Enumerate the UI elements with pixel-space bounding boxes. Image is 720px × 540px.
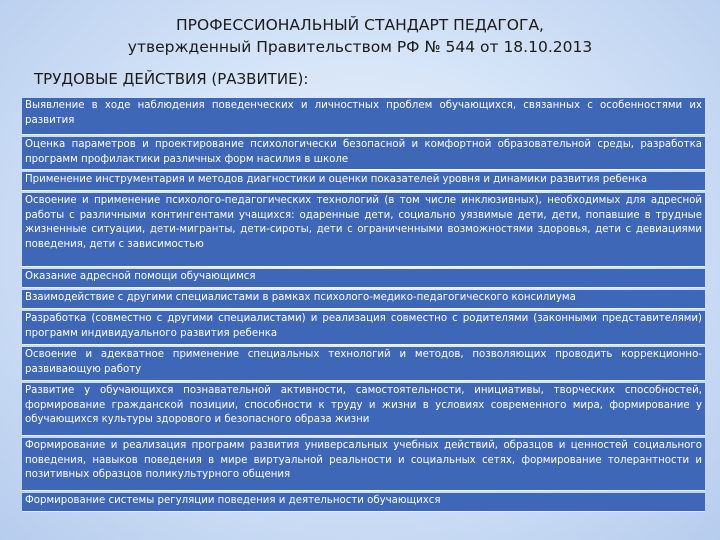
title-line-1: ПРОФЕССИОНАЛЬНЫЙ СТАНДАРТ ПЕДАГОГА, — [176, 16, 544, 34]
table-row — [22, 493, 705, 511]
row-text: Разработка (совместно с другими специалистами) и реализация совместно с родителями (законными представителями) программ индивидуального развития ребенка — [25, 313, 702, 339]
table-row — [22, 98, 705, 134]
slide-title — [0, 14, 720, 58]
table-row — [22, 193, 705, 266]
row-text: Освоение и адекватное применение специальных технологий и методов, позволяющих проводить коррекционно-развивающую работу — [25, 349, 702, 375]
table-row — [22, 290, 705, 308]
actions-table — [22, 98, 705, 522]
table-row — [22, 269, 705, 287]
table-row — [22, 383, 705, 435]
table-row — [22, 172, 705, 190]
row-text: Применение инструментария и методов диагностики и оценки показателей уровня и динамики развития ребенка — [25, 174, 648, 185]
row-text: Освоение и применение психолого-педагогических технологий (в том числе инклюзивных), необходимых для адресной работы с различными контингентами учащихся: одаренные дети, социально уязвимые дети, дети, попавшие в трудные жизненные ситуации, дети-мигранты, дети-сироты, дети с ограниченными возможностями здоровья, дети с девиациями поведения, дети с зависимостью — [25, 195, 702, 250]
row-text: Оценка параметров и проектирование психологически безопасной и комфортной образовательной среды, разработка программ профилактики различных форм насилия в школе — [25, 139, 702, 165]
table-row — [22, 438, 705, 490]
row-text: Формирование и реализация программ развития универсальных учебных действий, образцов и ценностей социального поведения, навыков поведения в мире виртуальной реальности и социальных сетях, формирование толерантности и позитивных образцов поликультурного общения — [25, 440, 702, 481]
section-heading: ТРУДОВЫЕ ДЕЙСТВИЯ (РАЗВИТИЕ): — [34, 70, 309, 88]
table-row — [22, 137, 705, 169]
row-text: Взаимодействие с другими специалистами в рамках психолого-медико-педагогического консилиума — [25, 292, 576, 303]
row-text: Развитие у обучающихся познавательной активности, самостоятельности, инициативы, творческих способностей, формирование гражданской позиции, способности к труду и жизни в условиях современного мира, формирование у обучающихся культуры здорового и безопасного образа жизни — [25, 385, 702, 426]
row-text: Формирование системы регуляции поведения и деятельности обучающихся — [25, 495, 441, 506]
title-line-2: утвержденный Правительством РФ № 544 от 18.10.2013 — [127, 38, 593, 56]
row-text: Оказание адресной помощи обучающимся — [25, 271, 256, 282]
row-text: Выявление в ходе наблюдения поведенческих и личностных проблем обучающихся, связанных с особенностями их развития — [25, 100, 702, 126]
table-row — [22, 311, 705, 344]
table-row — [22, 347, 705, 380]
